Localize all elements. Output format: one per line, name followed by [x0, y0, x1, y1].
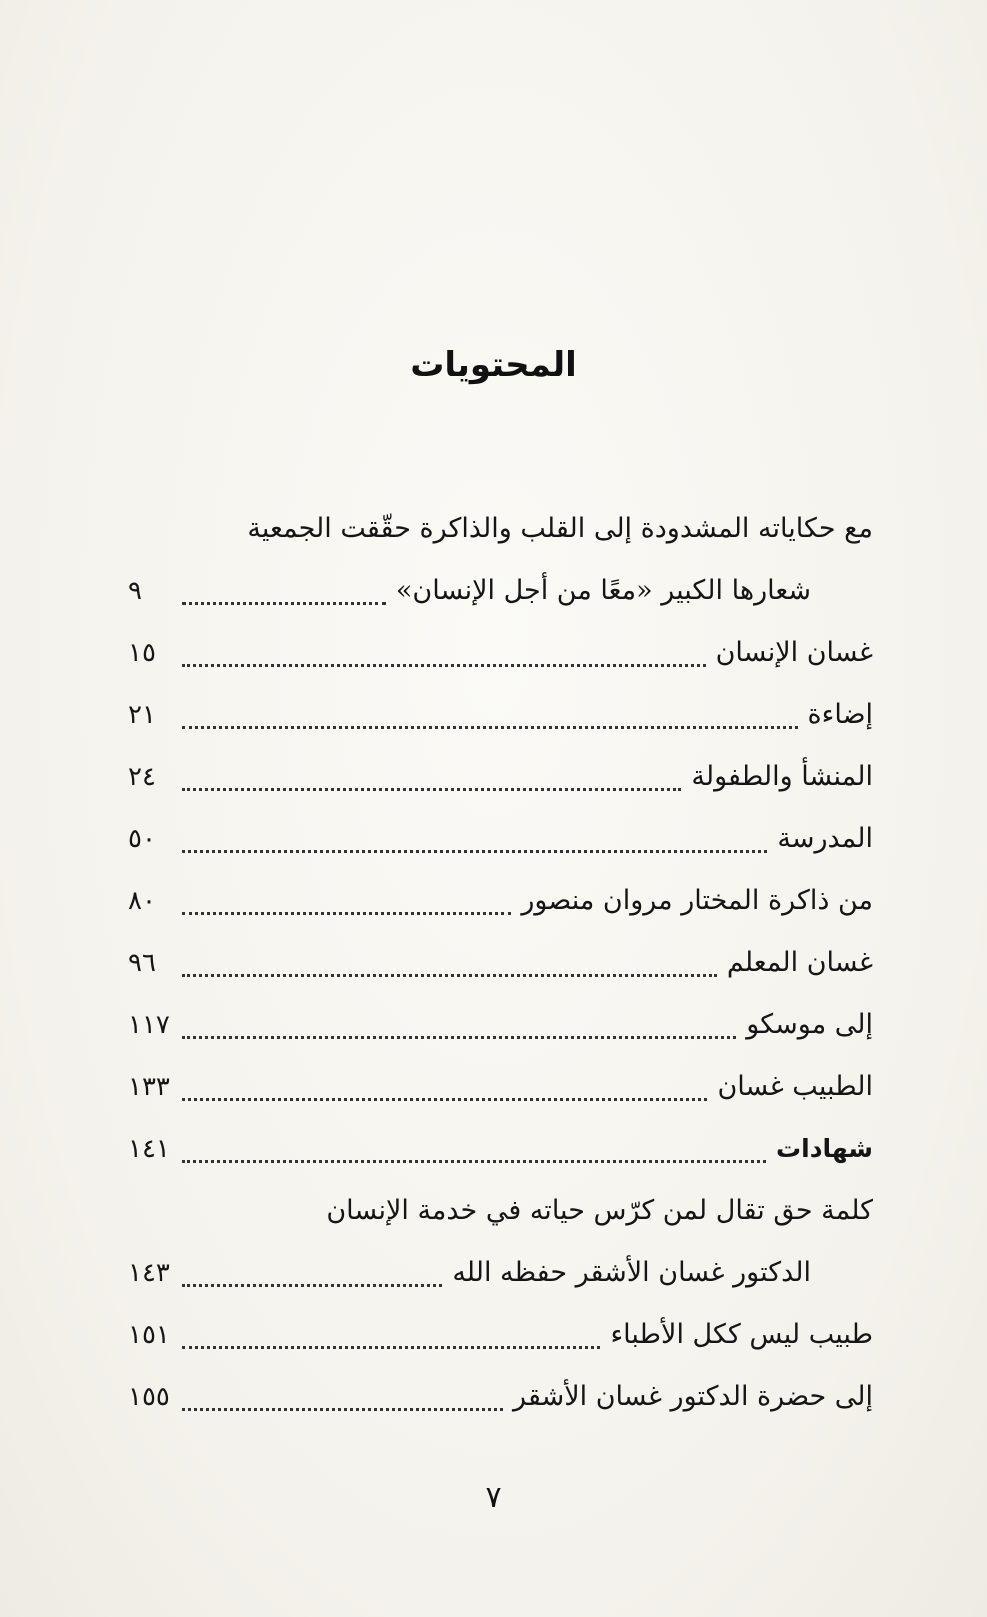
dot-leader	[182, 1346, 600, 1349]
toc-entry-label: الطبيب غسان	[717, 1071, 873, 1102]
toc-entry-15	[128, 1366, 873, 1428]
toc-page-number: ١٥١	[128, 1320, 170, 1350]
toc-entry-label: الدكتور غسان الأشقر حفظه الله	[452, 1257, 811, 1288]
toc-page-number: ٥٠	[128, 824, 156, 854]
toc-entry-label: المنشأ والطفولة	[691, 761, 873, 792]
toc-entry-label: من ذاكرة المختار مروان منصور	[521, 885, 873, 916]
toc-page-number: ١٥٥	[128, 1382, 170, 1412]
toc-entry-label: شهادات	[776, 1134, 873, 1163]
dot-leader	[182, 1284, 442, 1287]
dot-leader	[182, 974, 717, 977]
toc-entry-6	[128, 808, 873, 870]
toc-entry-14	[128, 1304, 873, 1366]
toc-entry-label: إضاءة	[807, 699, 873, 730]
table-of-contents	[128, 498, 873, 1428]
toc-entry-3	[128, 622, 873, 684]
toc-entry-13	[128, 1242, 873, 1304]
toc-page-number: ١٥	[128, 638, 156, 668]
toc-entry-4	[128, 684, 873, 746]
dot-leader	[182, 1036, 736, 1039]
dot-leader	[182, 1408, 503, 1411]
dot-leader	[182, 788, 681, 791]
toc-entry-label: شعارها الكبير «معًا من أجل الإنسان»	[395, 575, 811, 606]
dot-leader	[182, 602, 386, 605]
toc-entry-7	[128, 870, 873, 932]
dot-leader	[182, 1098, 707, 1101]
toc-entry-12	[128, 1180, 873, 1242]
dot-leader	[182, 726, 798, 729]
toc-entry-label: المدرسة	[777, 823, 873, 854]
toc-entry-label: مع حكاياته المشدودة إلى القلب والذاكرة حقّقت الجمعية	[247, 513, 873, 544]
toc-page-number: ٩	[128, 576, 142, 606]
toc-page-number: ٢٤	[128, 762, 156, 792]
toc-entry-label: كلمة حق تقال لمن كرّس حياته في خدمة الإنسان	[326, 1195, 873, 1226]
toc-entry-8	[128, 932, 873, 994]
dot-leader	[182, 850, 767, 853]
toc-page-number: ٨٠	[128, 886, 156, 916]
toc-entry-label: إلى موسكو	[746, 1009, 873, 1040]
toc-entry-label: غسان المعلم	[726, 947, 873, 978]
toc-entry-10	[128, 1056, 873, 1118]
toc-page-number: ١١٧	[128, 1010, 170, 1040]
page-number-footer: ٧	[485, 1480, 502, 1515]
toc-entry-11	[128, 1118, 873, 1180]
toc-page-number: ٢١	[128, 700, 156, 730]
toc-page-number: ٩٦	[128, 948, 156, 978]
toc-entry-label: غسان الإنسان	[715, 637, 873, 668]
toc-entry-5	[128, 746, 873, 808]
toc-page-number: ١٤١	[128, 1134, 170, 1164]
toc-entry-label: إلى حضرة الدكتور غسان الأشقر	[513, 1381, 873, 1412]
dot-leader	[182, 1160, 766, 1163]
toc-entry-1	[128, 498, 873, 560]
dot-leader	[182, 664, 706, 667]
dot-leader	[182, 912, 511, 915]
toc-entry-2	[128, 560, 873, 622]
toc-entry-9	[128, 994, 873, 1056]
toc-entry-label: طبيب ليس ككل الأطباء	[610, 1319, 873, 1350]
toc-page-number: ١٣٣	[128, 1072, 170, 1102]
page-title: المحتويات	[410, 345, 577, 385]
toc-page-number: ١٤٣	[128, 1258, 170, 1288]
